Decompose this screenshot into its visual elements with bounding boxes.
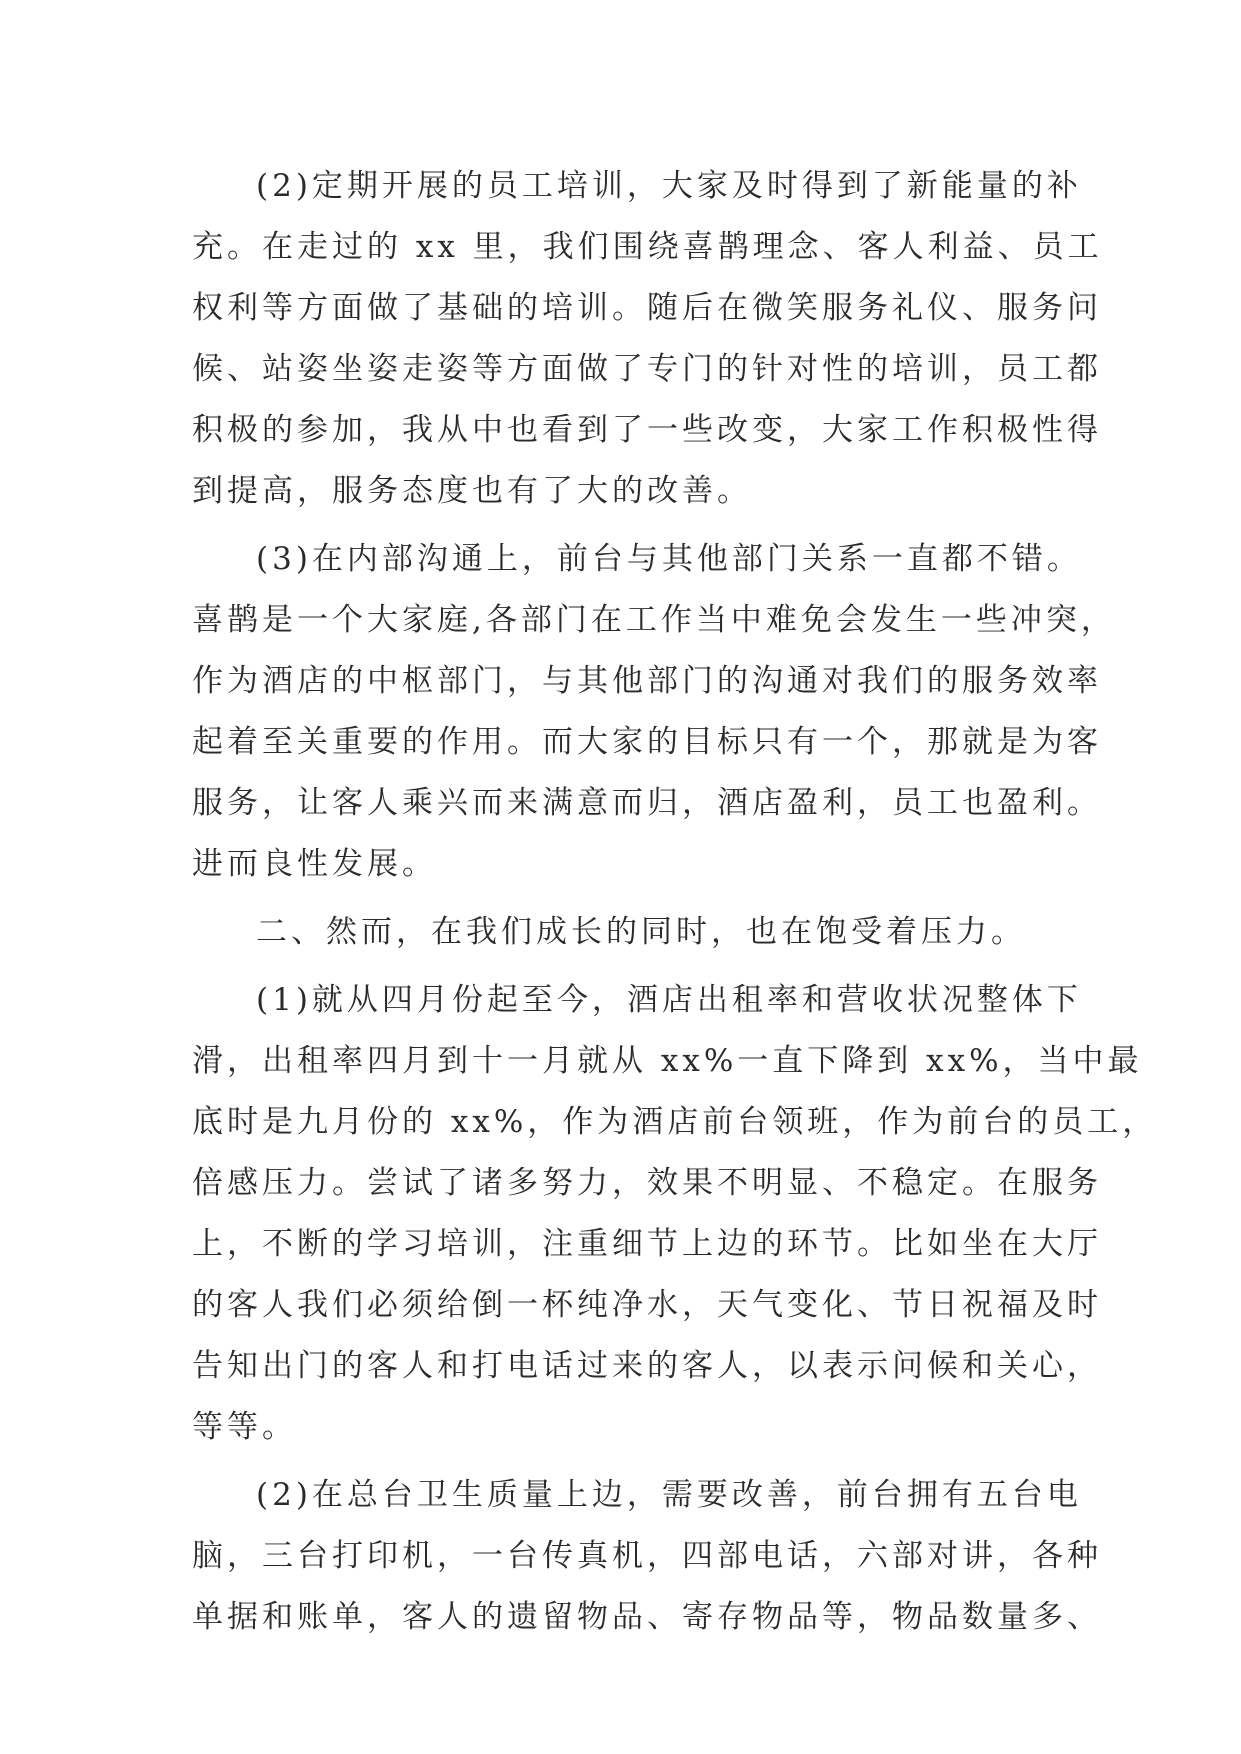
paragraph-line: 喜鹊是一个大家庭,各部门在工作当中难免会发生一些冲突， <box>192 602 1116 638</box>
paragraph-line: 上，不断的学习培训，注重细节上边的环节。比如坐在大厅 <box>192 1226 1102 1262</box>
paragraph-line: (2)定期开展的员工培训，大家及时得到了新能量的补 <box>256 168 1082 204</box>
paragraph-line: 滑，出租率四月到十一月就从 xx%一直下降到 xx%，当中最 <box>192 1043 1143 1079</box>
paragraph-line: 的客人我们必须给倒一杯纯净水，天气变化、节日祝福及时 <box>192 1287 1102 1323</box>
paragraph-line: 权利等方面做了基础的培训。随后在微笑服务礼仪、服务问 <box>192 290 1102 326</box>
paragraph-line: 进而良性发展。 <box>192 846 437 882</box>
paragraph-line: 底时是九月份的 xx%，作为酒店前台领班，作为前台的员工， <box>192 1104 1158 1140</box>
paragraph-line: 单据和账单，客人的遗留物品、寄存物品等，物品数量多、 <box>192 1599 1102 1635</box>
paragraph-line: (1)就从四月份起至今，酒店出租率和营收状况整体下 <box>256 982 1082 1018</box>
paragraph-line: (3)在内部沟通上，前台与其他部门关系一直都不错。 <box>256 541 1082 577</box>
paragraph-line: 候、站姿坐姿走姿等方面做了专门的针对性的培训，员工都 <box>192 351 1102 387</box>
paragraph-line: 告知出门的客人和打电话过来的客人，以表示问候和关心， <box>192 1348 1102 1384</box>
paragraph-line: (2)在总台卫生质量上边，需要改善，前台拥有五台电 <box>256 1477 1082 1513</box>
paragraph-line: 积极的参加，我从中也看到了一些改变，大家工作积极性得 <box>192 412 1102 448</box>
paragraph-line: 作为酒店的中枢部门，与其他部门的沟通对我们的服务效率 <box>192 663 1102 699</box>
section-heading: 二、然而，在我们成长的同时，也在饱受着压力。 <box>256 914 1026 950</box>
paragraph-line: 起着至关重要的作用。而大家的目标只有一个，那就是为客 <box>192 724 1102 760</box>
document-body <box>192 156 1158 1648</box>
paragraph-line: 等等。 <box>192 1409 297 1445</box>
paragraph-line: 到提高，服务态度也有了大的改善。 <box>192 473 752 509</box>
paragraph-line: 倍感压力。尝试了诸多努力，效果不明显、不稳定。在服务 <box>192 1165 1102 1201</box>
paragraph-line: 脑，三台打印机，一台传真机，四部电话，六部对讲，各种 <box>192 1538 1102 1574</box>
paragraph-line: 服务，让客人乘兴而来满意而归，酒店盈利，员工也盈利。 <box>192 785 1102 821</box>
paragraph-line: 充。在走过的 xx 里，我们围绕喜鹊理念、客人利益、员工 <box>192 229 1103 265</box>
